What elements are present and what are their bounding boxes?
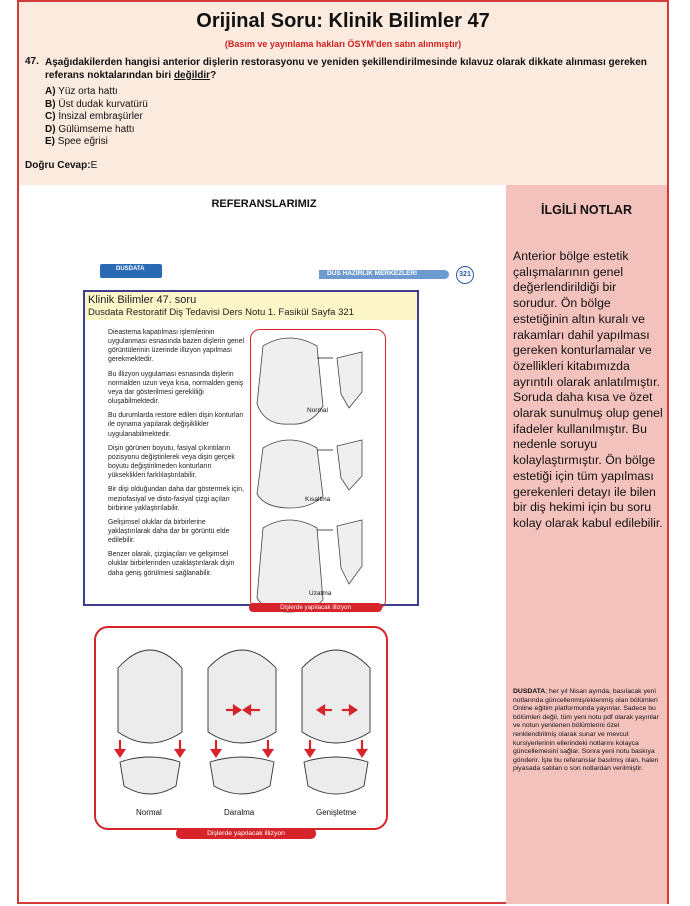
correct-answer bbox=[25, 160, 97, 171]
tooth-long-front bbox=[257, 520, 323, 612]
option-b bbox=[45, 99, 148, 112]
notes-body: Anterior bölge estetik çalışmalarının genel değerlendirildiği bir sorudur. Ön bölge estetiğinin altın kuralı ve rakamları dahil yapılması gereken konturlamalar ve özellikleri kitabımızda ayrıntılı olarak anlatılmıştır. Soruda daha kısa ve özet olarak sunulmuş olup genel ifadeler kullanılmıştır. Bu nedenle soruyu kolaylaştırmıştır. Ön bölge estetiği için tüm yapılması gerekenleri detayı ile bilen bir diş hekimi için bu soru kolay olarak kabul edilebilir. bbox=[513, 249, 663, 530]
tooth-drawings bbox=[251, 330, 387, 611]
width-teeth-drawings bbox=[96, 628, 390, 832]
answer-label: Doğru Cevap: bbox=[25, 160, 91, 171]
book-excerpt bbox=[83, 290, 419, 606]
excerpt-paragraph: Bu illizyon uygulaması esnasında dişlerin normalden uzun veya kısa, normalden geniş veya dar gösterilmesi gerekliliği oluşabilmektedir. bbox=[108, 370, 244, 406]
option-letter: A) bbox=[45, 86, 56, 97]
option-d bbox=[45, 124, 148, 137]
option-text: Üst dudak kurvatürü bbox=[58, 98, 148, 110]
tooth-narrow-incisal bbox=[210, 757, 274, 794]
page-number: 321 bbox=[456, 266, 474, 284]
question-mark: ? bbox=[210, 70, 217, 81]
caption-long: Uzatma bbox=[309, 590, 332, 597]
notes-title: İLGİLİ NOTLAR bbox=[541, 203, 632, 217]
tooth-narrow bbox=[208, 650, 276, 743]
notes-footnote bbox=[513, 688, 659, 774]
tooth-long-side bbox=[337, 520, 362, 584]
dusdata-logo bbox=[100, 264, 162, 278]
footnote-label: DUSDATA bbox=[513, 688, 546, 695]
footnote-text: ; her yıl Nisan ayında, basılacak yeni notlarında güncellenmiş/eklenmiş olan bölümleri Online eğitim platformunda yayınlar. Sadece bu bölümleri değil, tüm yeni notu pdf olarak yayınlar ve notun yenilenen bölümlerini özel renklendirilmiş olarak sunar ve mevcut kursiyerlerinin ellerindeki notlarını kolayca güncellemesini sağlar. Sonra yeni notu baskıya gönderir. İşte bu referanslar basılmış olan, halen piyasada satılan o son notlardan verilmiştir. bbox=[513, 688, 659, 773]
references-title: REFERANSLARIMIZ bbox=[211, 198, 317, 210]
copyright-subtitle: (Basım ve yayınlama hakları ÖSYM'den satın alınmıştır) bbox=[224, 39, 462, 49]
tooth-illusion-figure bbox=[250, 329, 386, 610]
tooth-wide-incisal bbox=[304, 757, 368, 794]
header-bar bbox=[319, 270, 449, 279]
excerpt-paragraph: Dişin görünen boyutu, fasiyal çıkıntıların pozisyonu değiştirilerek veya dişin gerçek boyutu değiştirilmeden konturların yükseklikleri farklılaştırılabilir. bbox=[108, 444, 235, 480]
answer-options bbox=[45, 86, 148, 149]
option-letter: D) bbox=[45, 123, 56, 135]
header-bar-text: DUS HAZIRLIK MERKEZLERİ bbox=[327, 270, 417, 277]
excerpt-paragraph: Gelişimsel oluklar da birbirlerine yaklaştırılarak daha dar bir görüntü elde edilebilir. bbox=[108, 518, 230, 545]
excerpt-header bbox=[85, 292, 417, 320]
tooth-wide bbox=[302, 650, 370, 743]
option-letter: B) bbox=[45, 98, 56, 110]
excerpt-paragraph: Bu durumlarda restore edilen dişin konturları ile oynama yapılarak değişiklikler uygulanabilmektedir. bbox=[108, 412, 244, 438]
tooth-normal-side bbox=[337, 352, 362, 408]
tooth-short-side bbox=[337, 440, 362, 490]
tooth-normal-incisal bbox=[120, 757, 180, 794]
tooth-normal bbox=[118, 650, 182, 743]
excerpt-heading: Klinik Bilimler 47. soru bbox=[88, 294, 197, 306]
option-e bbox=[45, 136, 148, 149]
excerpt-text bbox=[108, 328, 244, 583]
book-page-header bbox=[100, 264, 480, 284]
excerpt-source: Dusdata Restoratif Diş Tedavisi Ders Notu 1. Fasikül Sayfa 321 bbox=[88, 307, 354, 318]
logo-text: DUSDATA bbox=[116, 266, 145, 272]
caption-normal: Normal bbox=[307, 407, 328, 414]
question-panel bbox=[19, 2, 667, 185]
page-title: Orijinal Soru: Klinik Bilimler 47 bbox=[196, 10, 490, 32]
excerpt-paragraph: Bir dişi olduğundan daha dar göstermek için, meziofasiyal ve disto-fasiyal çizgi açıları birbirine yaklaştırılabilir. bbox=[108, 486, 244, 512]
caption-normal: Normal bbox=[136, 808, 162, 817]
question-text-main: Aşağıdakilerden hangisi anterior dişlerin restorasyonu ve yeniden şekillendirilmesinde kılavuz olarak dikkate alınması gereken referans noktalarından biri bbox=[45, 57, 647, 81]
question-emphasis: değildir bbox=[173, 70, 211, 81]
answer-value: E bbox=[90, 160, 98, 171]
option-text: Yüz orta hattı bbox=[58, 86, 118, 97]
option-text: Spee eğrisi bbox=[57, 136, 108, 148]
caption-wide: Genişletme bbox=[316, 808, 357, 817]
option-letter: C) bbox=[45, 111, 56, 123]
caption-narrow: Daralma bbox=[224, 808, 255, 817]
width-illusion-figure bbox=[94, 626, 388, 837]
option-letter: E) bbox=[45, 136, 55, 148]
width-illusion-label: Dişlerde yapılacak illizyon bbox=[176, 828, 316, 839]
option-a bbox=[45, 86, 148, 99]
excerpt-paragraph: Dieastema kapatılması işlemlerinin uygulanması esnasında bazen dişlerin genel görüntülerinin üzerinde illizyon yapılması gerekmektedir. bbox=[108, 329, 244, 364]
option-text: Gülümseme hattı bbox=[58, 123, 135, 135]
illusion-label: Dişlerde yapılacak illizyon bbox=[249, 603, 382, 612]
question-number: 47. bbox=[25, 56, 39, 67]
option-text: İnsizal embraşürler bbox=[58, 111, 143, 123]
question-text bbox=[45, 56, 655, 82]
option-c bbox=[45, 111, 148, 124]
notes-panel bbox=[506, 185, 667, 904]
excerpt-paragraph: Benzer olarak, çizgiaçıları ve gelişimsel oluklar birbirlerinden uzaklaştırılarak dişin daha geniş görülmesi sağlanabilir. bbox=[108, 551, 235, 577]
caption-short: Kısaltma bbox=[305, 496, 331, 503]
